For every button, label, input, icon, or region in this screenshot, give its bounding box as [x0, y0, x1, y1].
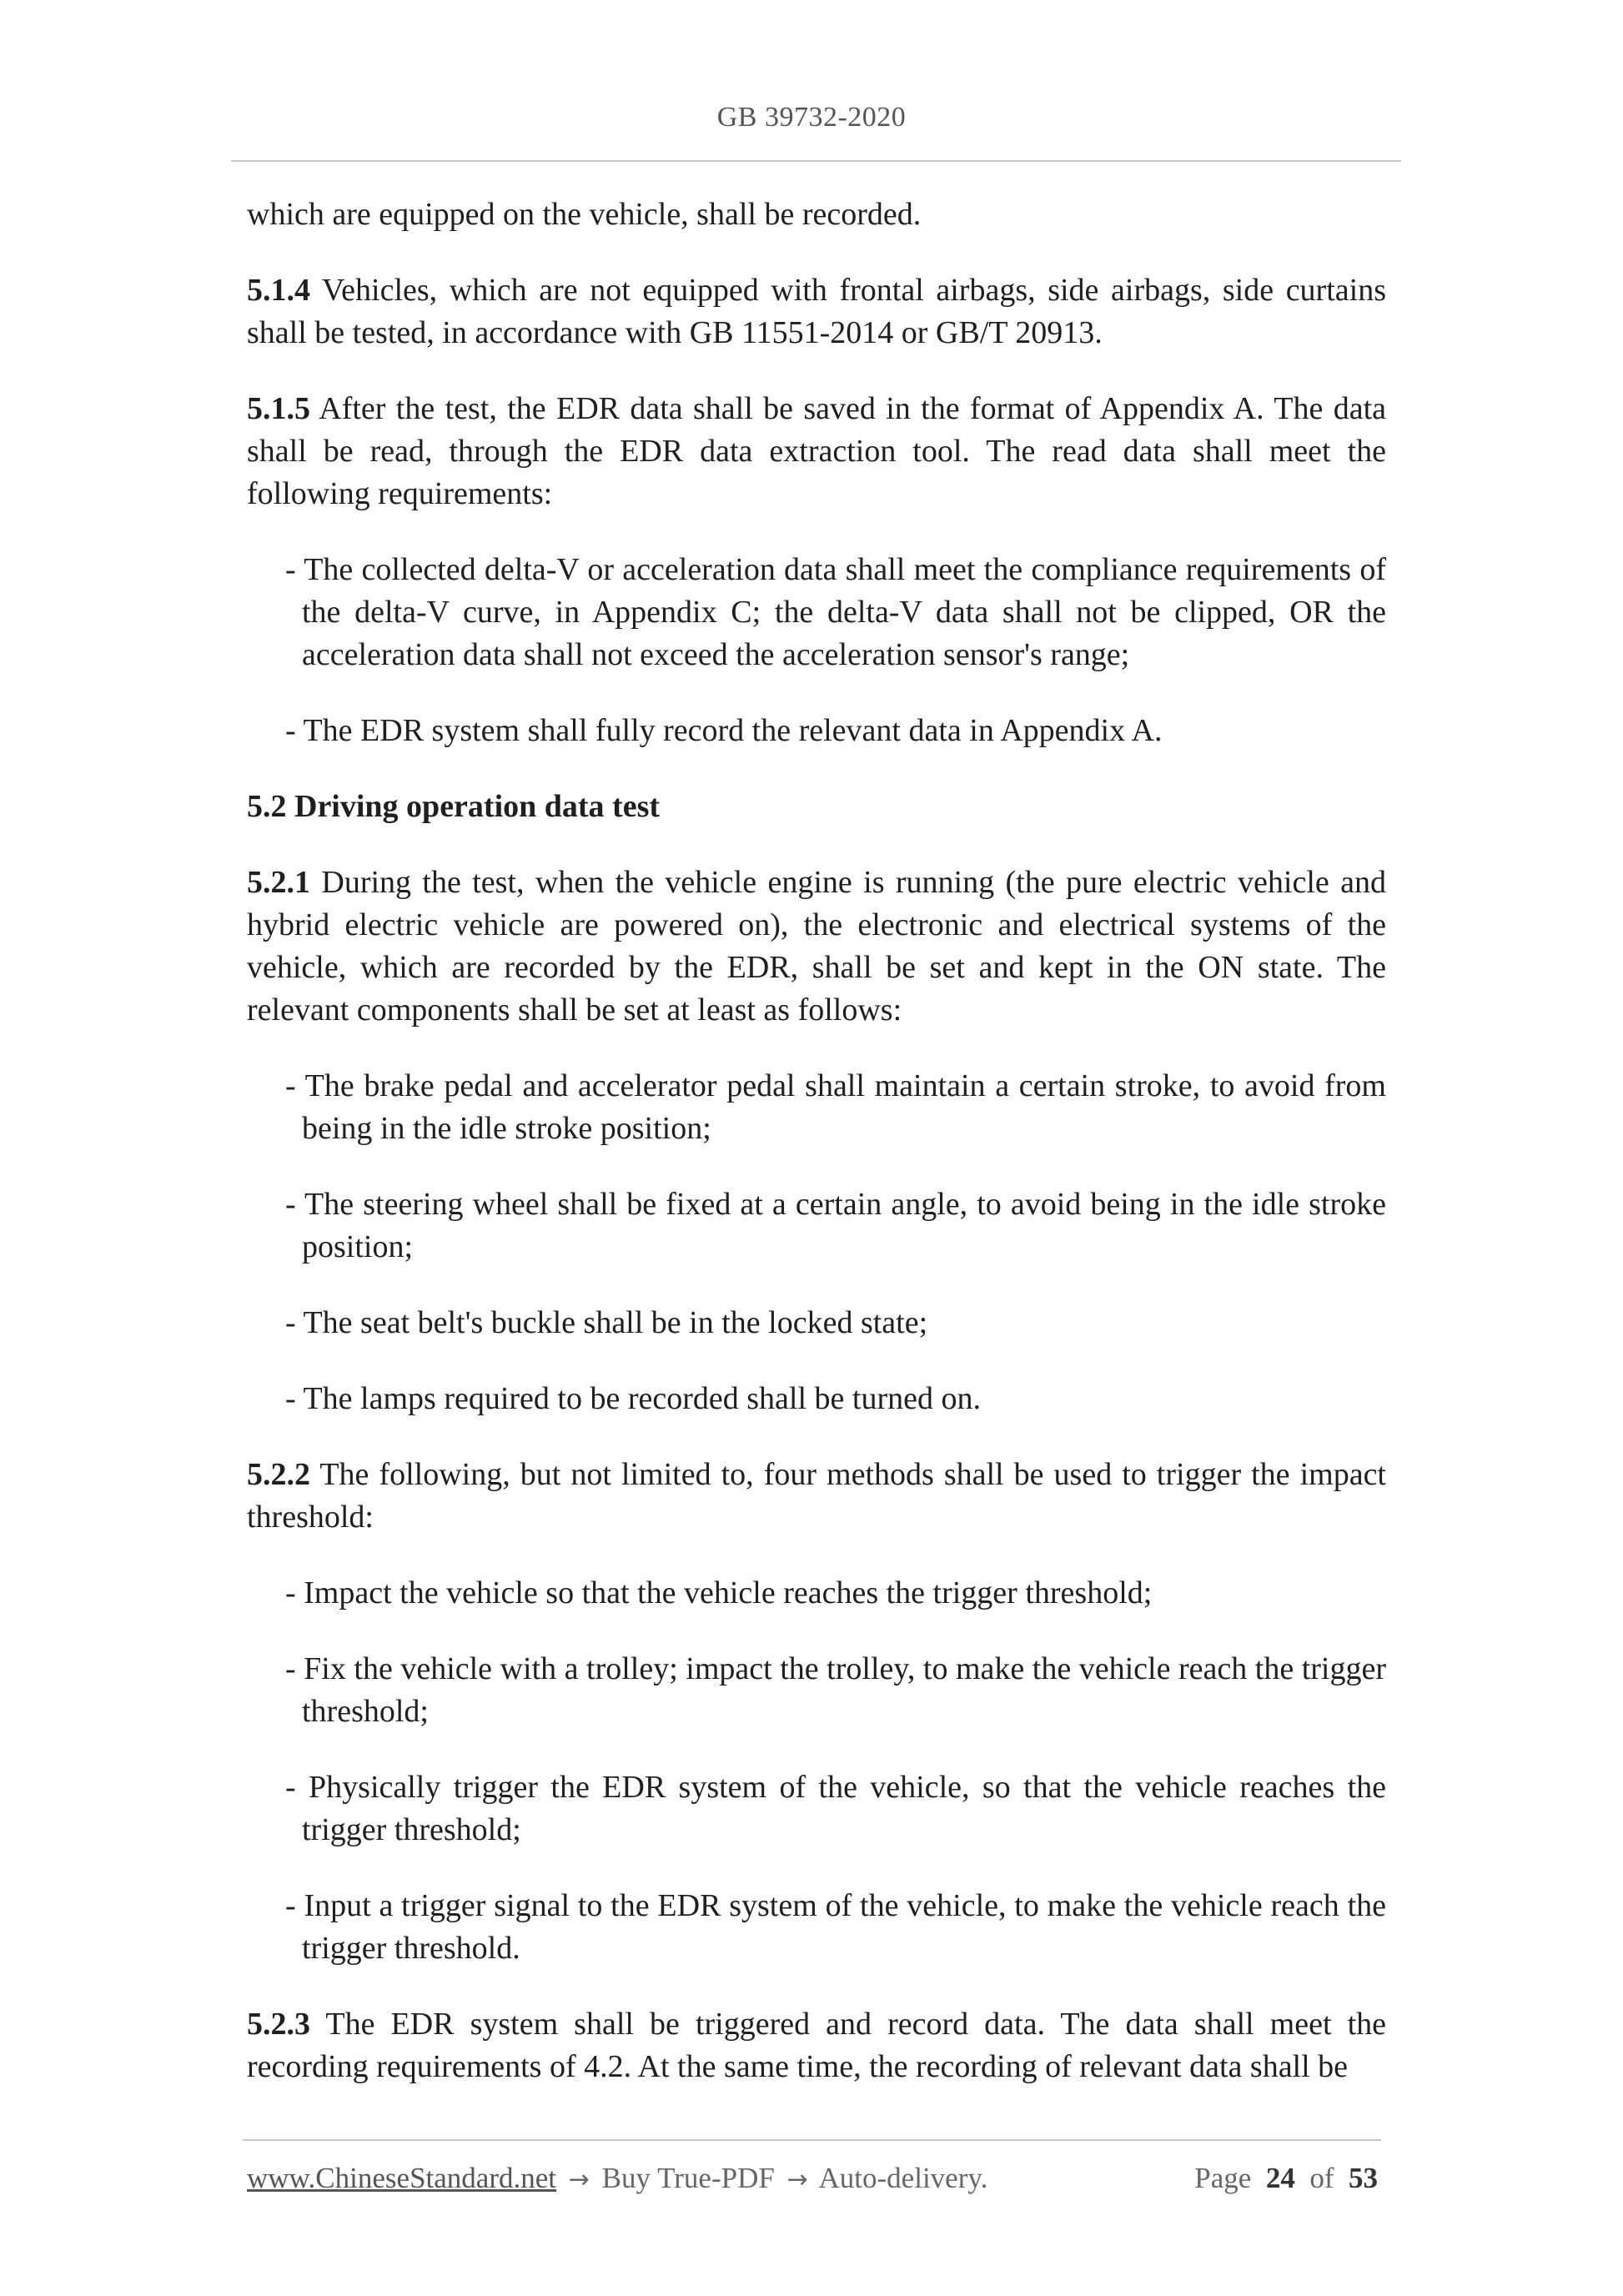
document-header-id: GB 39732-2020	[716, 102, 907, 133]
section-heading-5-2: 5.2 Driving operation data test	[247, 789, 661, 824]
list-item: - The steering wheel shall be fixed at a certain angle, to avoid being in the idle stroke position;	[285, 1187, 1386, 1264]
list-item: - Impact the vehicle so that the vehicle reaches the trigger threshold;	[285, 1575, 1153, 1610]
auto-delivery-text: Auto-delivery.	[818, 2162, 988, 2194]
clause-5-2-1	[247, 862, 1386, 1032]
page-label: Page	[1194, 2162, 1252, 2194]
list-item: - Fix the vehicle with a trolley; impact the trolley, to make the vehicle reach the trigger threshold;	[285, 1651, 1386, 1729]
buy-pdf-text: Buy True-PDF	[601, 2162, 775, 2194]
clause-number: 5.2.2	[247, 1457, 310, 1492]
page-total: 53	[1349, 2162, 1378, 2194]
clause-number: 5.1.5	[247, 391, 310, 426]
clause-text: The EDR system shall be triggered and record data. The data shall meet the recording requirements of 4.2. At the same time, the recording of relevant data shall be	[247, 2007, 1386, 2084]
right-arrow-icon: →	[568, 2165, 590, 2194]
clause-number: 5.2.3	[247, 2007, 310, 2042]
clause-text: Vehicles, which are not equipped with frontal airbags, side airbags, side curtains shall be tested, in accordance with GB 11551-2014 or GB/T 20913.	[247, 273, 1386, 350]
list-item: - The seat belt's buckle shall be in the locked state;	[285, 1305, 928, 1340]
website-link[interactable]: www.ChineseStandard.net	[247, 2162, 556, 2194]
list-item: - The EDR system shall fully record the relevant data in Appendix A.	[285, 713, 1163, 748]
page-number	[1194, 2162, 1378, 2195]
list-item: - The brake pedal and accelerator pedal shall maintain a certain stroke, to avoid from being in the idle stroke position;	[285, 1068, 1386, 1146]
clause-5-1-5	[247, 388, 1386, 515]
page-current: 24	[1265, 2162, 1295, 2194]
right-arrow-icon: →	[786, 2165, 808, 2194]
of-label: of	[1309, 2162, 1334, 2194]
document-body	[247, 193, 1386, 2122]
page-footer	[247, 2162, 1378, 2200]
clause-5-2-2	[247, 1454, 1386, 1539]
clause-5-2-3	[247, 2003, 1386, 2088]
list-item: - The collected delta-V or acceleration data shall meet the compliance requirements of the delta-V curve, in Appendix C; the delta-V data shall not be clipped, OR the acceleration data shall not exceed the acceleration sensor's range;	[285, 552, 1386, 672]
paragraph-continuation: which are equipped on the vehicle, shall be recorded.	[247, 197, 922, 232]
footer-divider	[243, 2139, 1381, 2141]
clause-number: 5.1.4	[247, 273, 310, 308]
clause-text: During the test, when the vehicle engine is running (the pure electric vehicle and hybrid electric vehicle are powered on), the electronic and electrical systems of the vehicle, which are recorded by the EDR, shall be set and kept in the ON state. The relevant components shall be set at least as follows:	[247, 865, 1386, 1027]
clause-text: The following, but not limited to, four methods shall be used to trigger the impact threshold:	[247, 1457, 1386, 1535]
clause-text: After the test, the EDR data shall be saved in the format of Appendix A. The data shall be read, through the EDR data extraction tool. The read data shall meet the following requirements:	[247, 391, 1386, 511]
list-item: - The lamps required to be recorded shall be turned on.	[285, 1381, 981, 1416]
clause-5-1-4	[247, 269, 1386, 354]
list-item: - Input a trigger signal to the EDR system of the vehicle, to make the vehicle reach the trigger threshold.	[285, 1888, 1386, 1966]
clause-number: 5.2.1	[247, 865, 310, 900]
header-divider	[231, 160, 1401, 162]
footer-promo	[247, 2162, 987, 2195]
list-item: - Physically trigger the EDR system of the vehicle, so that the vehicle reaches the trigger threshold;	[285, 1770, 1386, 1847]
